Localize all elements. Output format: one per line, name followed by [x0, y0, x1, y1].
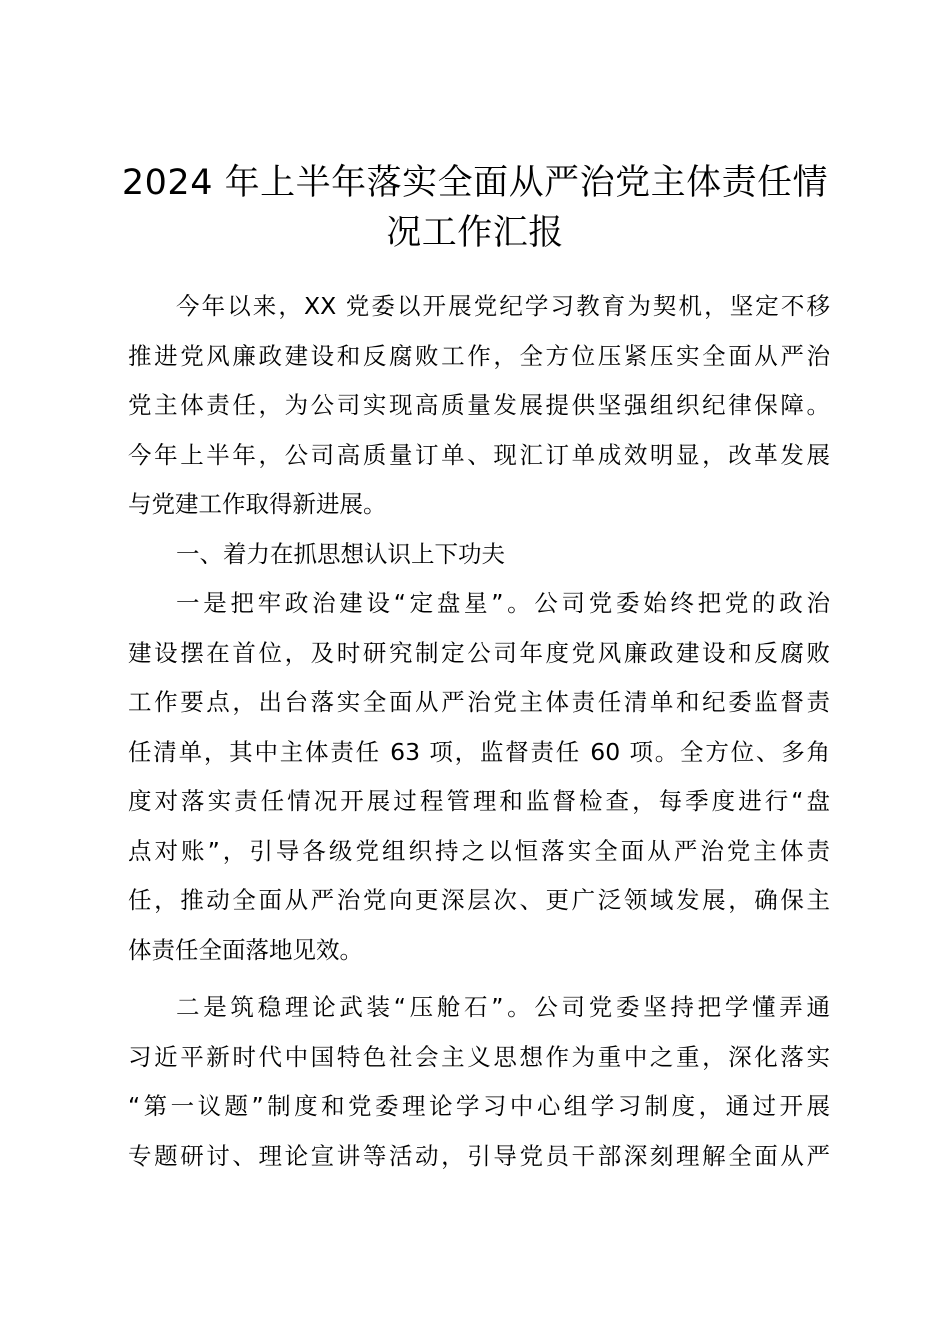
paragraph-line: 今年上半年，公司高质量订单、现汇订单成效明显，改革发展: [128, 440, 830, 469]
document-body: [128, 282, 830, 1181]
paragraph-line: 任清单，其中主体责任 63 项，监督责任 60 项。全方位、多角: [128, 737, 830, 766]
paragraph-line: 点对账”，引导各级党组织持之以恒落实全面从严治党主体责: [128, 836, 830, 865]
paragraph-theoretical-arming: [128, 983, 830, 1181]
title-line-1: 2024 年上半年落实全面从严治党主体责任情: [121, 163, 829, 203]
paragraph-line: 与党建工作取得新进展。: [128, 490, 387, 518]
paragraph-line: 习近平新时代中国特色社会主义思想作为重中之重，深化落实: [128, 1042, 830, 1071]
paragraph-intro: [128, 282, 830, 530]
paragraph-gap: [128, 975, 830, 983]
paragraph-political-construction: [128, 579, 830, 975]
paragraph-line: “第一议题”制度和党委理论学习中心组学习制度，通过开展: [128, 1092, 830, 1120]
section-heading: 一、着力在抓思想认识上下功夫: [176, 539, 505, 568]
paragraph-line: 二是筑稳理论武装“压舱石”。公司党委坚持把学懂弄通: [176, 993, 830, 1021]
document-title: [100, 158, 850, 258]
paragraph-line: 任，推动全面从严治党向更深层次、更广泛领域发展，确保主: [128, 886, 830, 914]
paragraph-line: 体责任全面落地见效。: [128, 935, 363, 964]
paragraph-line: 今年以来，XX 党委以开展党纪学习教育为契机，坚定不移: [176, 292, 830, 320]
paragraph-line: 工作要点，出台落实全面从严治党主体责任清单和纪委监督责: [128, 688, 830, 716]
paragraph-line: 度对落实责任情况开展过程管理和监督检查，每季度进行“盘: [128, 787, 830, 815]
paragraph-line: 建设摆在首位，及时研究制定公司年度党风廉政建设和反腐败: [128, 638, 830, 667]
paragraph-line: 专题研讨、理论宣讲等活动，引导党员干部深刻理解全面从严: [128, 1141, 830, 1170]
paragraph-line: 党主体责任，为公司实现高质量发展提供坚强组织纪律保障。: [128, 391, 830, 419]
paragraph-line: 推进党风廉政建设和反腐败工作，全方位压紧压实全面从严治: [128, 341, 830, 370]
paragraph-line: 一是把牢政治建设“定盘星”。公司党委始终把党的政治: [176, 589, 830, 617]
title-line-2: 况工作汇报: [386, 213, 564, 253]
